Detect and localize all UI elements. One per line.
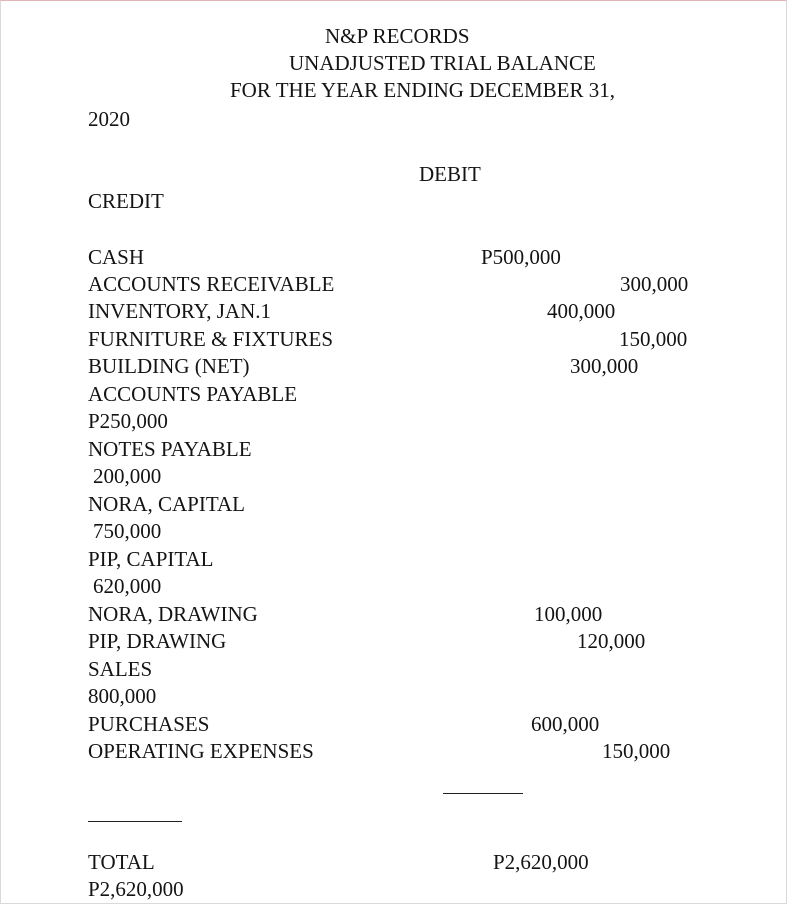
- debit-amount-building: 300,000: [570, 354, 639, 378]
- account-label-purchases: PURCHASES: [88, 712, 210, 736]
- debit-column-heading: DEBIT: [419, 162, 481, 186]
- credit-amount-notes-payable: 200,000: [93, 464, 162, 488]
- debit-total: P2,620,000: [493, 850, 589, 874]
- credit-amount-pip-capital: 620,000: [93, 574, 162, 598]
- account-label-notes-payable: NOTES PAYABLE: [88, 437, 252, 461]
- debit-total-rule: [443, 793, 523, 794]
- report-title: UNADJUSTED TRIAL BALANCE: [289, 51, 596, 75]
- account-label-cash: CASH: [88, 245, 145, 269]
- debit-amount-pip-drawing: 120,000: [577, 629, 646, 653]
- account-label-building: BUILDING (NET): [88, 354, 250, 378]
- debit-amount-inventory: 400,000: [547, 299, 616, 323]
- account-label-pip-capital: PIP, CAPITAL: [88, 547, 214, 571]
- report-year: 2020: [88, 107, 130, 131]
- account-label-inventory: INVENTORY, JAN.1: [88, 299, 271, 323]
- debit-amount-cash: P500,000: [481, 245, 561, 269]
- account-label-nora-drawing: NORA, DRAWING: [88, 602, 258, 626]
- account-label-accounts-payable: ACCOUNTS PAYABLE: [88, 382, 298, 406]
- account-label-sales: SALES: [88, 657, 153, 681]
- credit-total-rule: [88, 821, 182, 822]
- debit-amount-purchases: 600,000: [531, 712, 600, 736]
- account-label-nora-capital: NORA, CAPITAL: [88, 492, 245, 516]
- report-period: FOR THE YEAR ENDING DECEMBER 31,: [230, 78, 616, 102]
- credit-total: P2,620,000: [88, 877, 184, 901]
- debit-amount-furniture: 150,000: [619, 327, 688, 351]
- account-label-pip-drawing: PIP, DRAWING: [88, 629, 227, 653]
- debit-amount-accounts-receivable: 300,000: [620, 272, 689, 296]
- credit-amount-accounts-payable: P250,000: [88, 409, 168, 433]
- account-label-accounts-receivable: ACCOUNTS RECEIVABLE: [88, 272, 335, 296]
- credit-column-heading: CREDIT: [88, 189, 164, 213]
- credit-amount-sales: 800,000: [88, 684, 157, 708]
- debit-amount-operating-expenses: 150,000: [602, 739, 671, 763]
- account-label-furniture: FURNITURE & FIXTURES: [88, 327, 334, 351]
- credit-amount-nora-capital: 750,000: [93, 519, 162, 543]
- total-label: TOTAL: [88, 850, 155, 874]
- account-label-operating-expenses: OPERATING EXPENSES: [88, 739, 314, 763]
- debit-amount-nora-drawing: 100,000: [534, 602, 603, 626]
- company-name: N&P RECORDS: [325, 24, 470, 48]
